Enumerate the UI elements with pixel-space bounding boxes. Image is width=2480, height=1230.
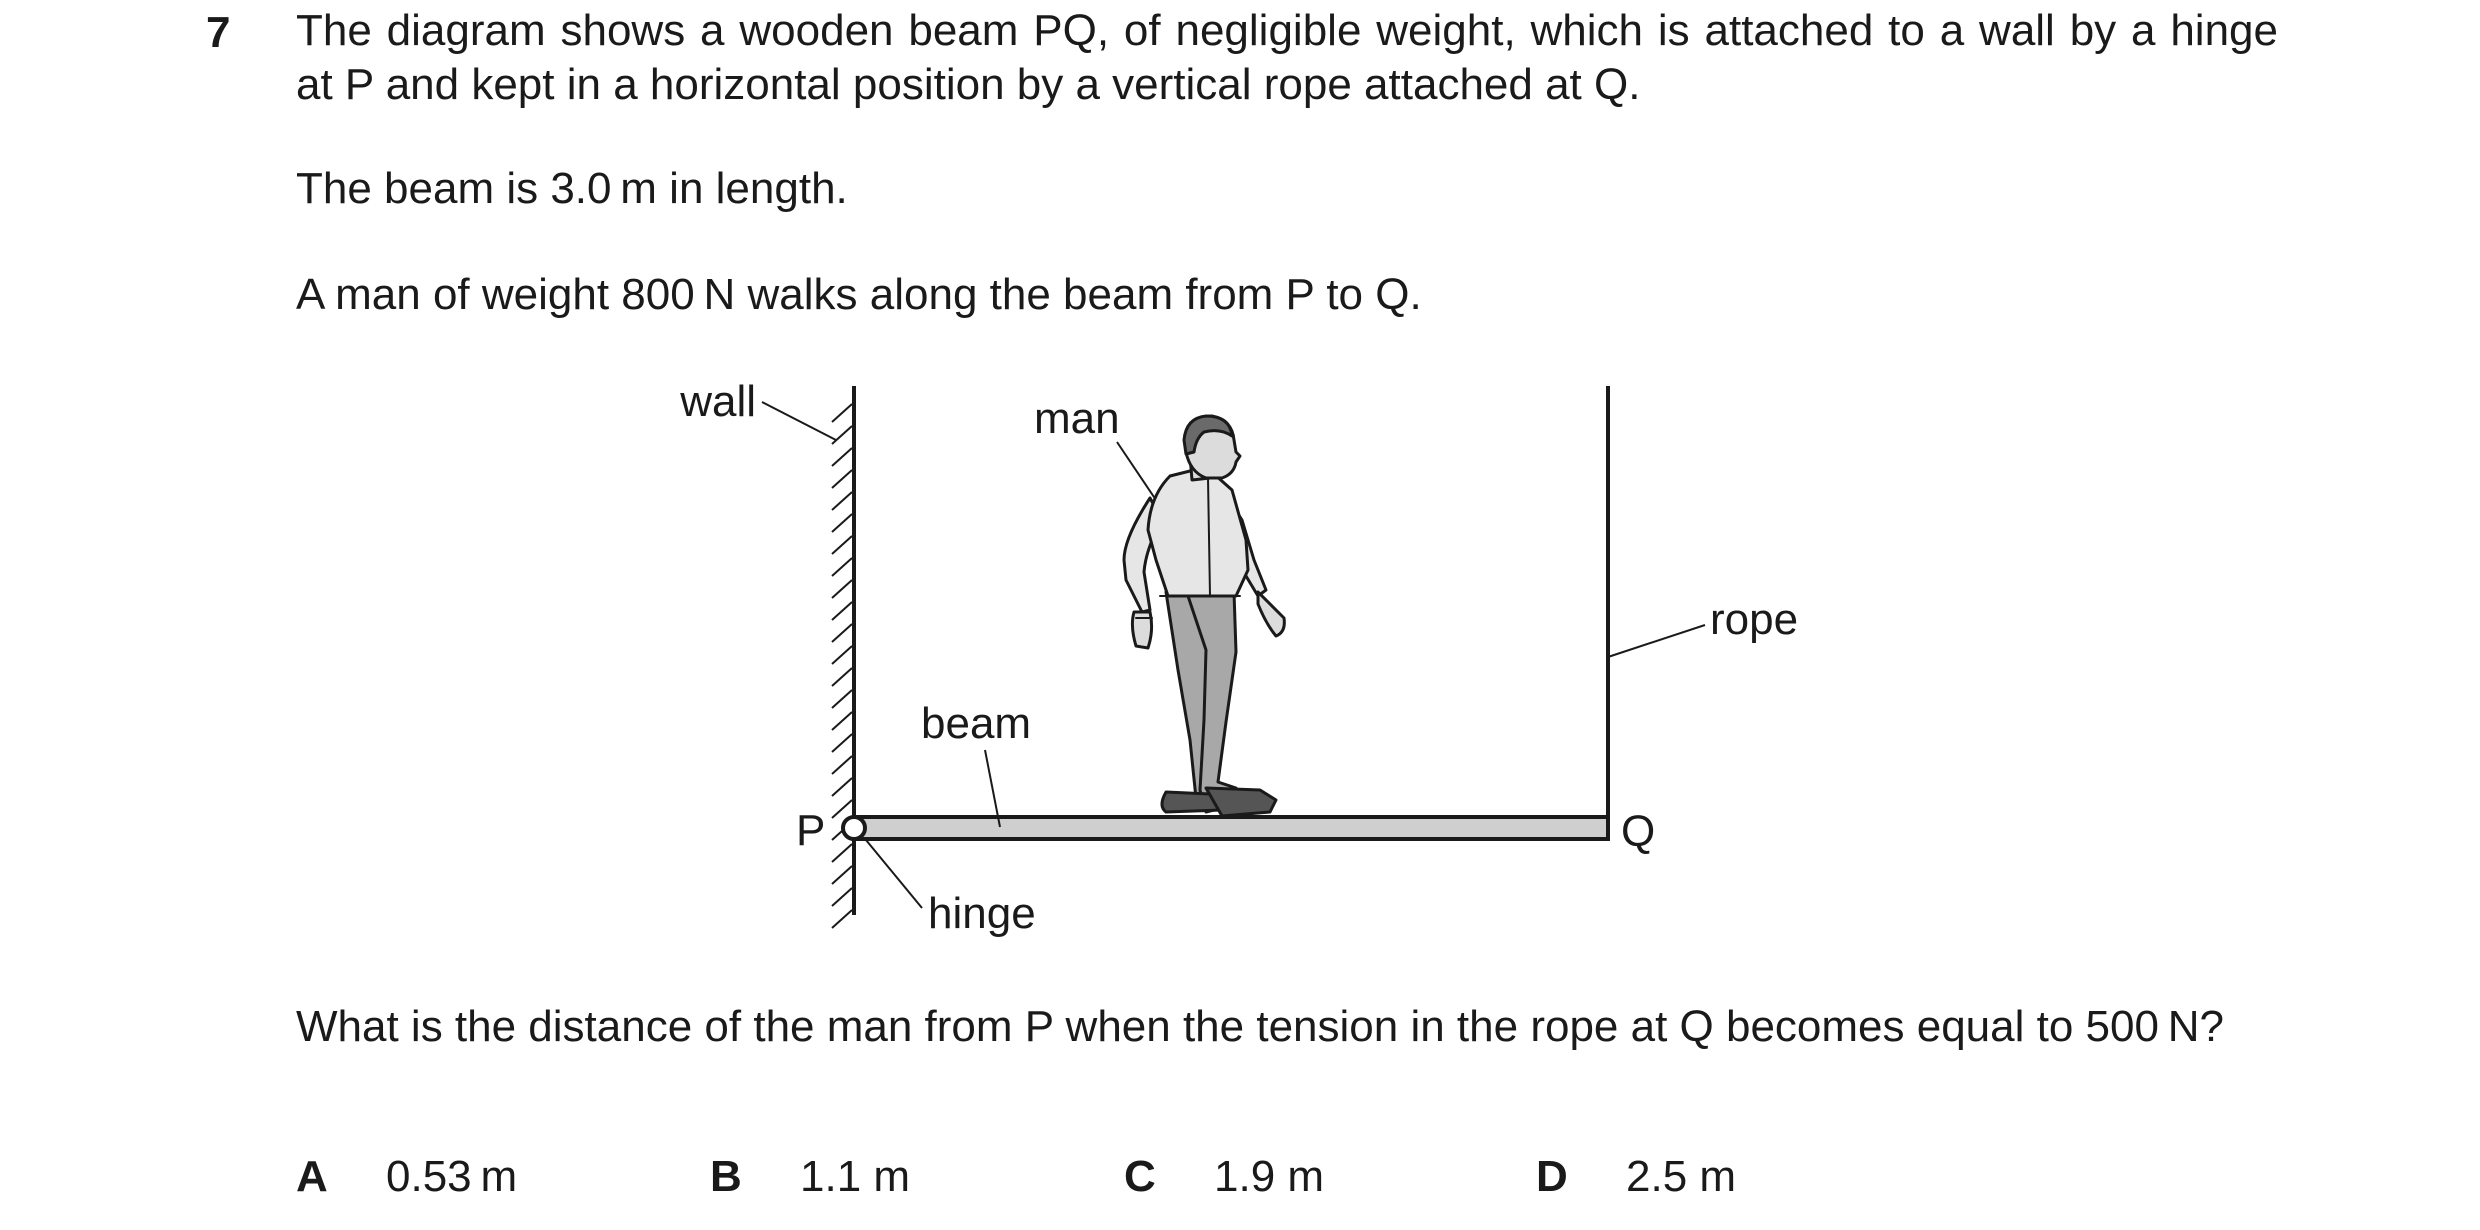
wall-hatch-mark — [832, 492, 852, 510]
option-a-letter: A — [296, 1152, 328, 1201]
wall-hatch-mark — [832, 866, 852, 884]
wall-hatch-mark — [832, 800, 852, 818]
option-b-letter: B — [710, 1152, 742, 1201]
wall-hatch-mark — [832, 888, 852, 906]
option-d[interactable] — [1536, 1150, 1737, 1204]
option-c-letter: C — [1124, 1152, 1156, 1201]
beam — [854, 817, 1608, 839]
wall-hatch-mark — [832, 470, 852, 488]
wall — [832, 386, 854, 928]
rope-label: rope — [1710, 595, 1799, 644]
rope-leader-line — [1608, 625, 1705, 657]
point-p-label: P — [796, 806, 826, 855]
hinge — [843, 817, 865, 839]
wall-hatch-mark — [832, 910, 852, 928]
hinge-leader-line — [866, 840, 922, 908]
option-b[interactable] — [710, 1150, 911, 1204]
wall-hatch-mark — [832, 778, 852, 796]
wall-label: wall — [680, 377, 756, 426]
man-leader-line — [1117, 442, 1158, 503]
wall-hatch-mark — [832, 602, 852, 620]
point-q-label: Q — [1621, 807, 1656, 856]
question-intro: The diagram shows a wooden beam PQ, of negligible weight, which is attached to a wall by a hinge at P and kept in a horizontal position by a vertical rope attached at Q. — [296, 6, 2278, 109]
man-weight-statement: A man of weight 800 N walks along the beam from P to Q. — [296, 270, 1422, 319]
wall-hatch-mark — [832, 734, 852, 752]
wall-hatch-mark — [832, 624, 852, 642]
option-c[interactable] — [1124, 1150, 1325, 1204]
wall-hatch-mark — [832, 844, 852, 862]
wall-hatch-mark — [832, 668, 852, 686]
beam-label: beam — [921, 699, 1032, 748]
option-b-value: 1.1 m — [800, 1152, 911, 1201]
wall-hatch-mark — [832, 558, 852, 576]
option-d-letter: D — [1536, 1152, 1568, 1201]
wall-hatch-mark — [832, 404, 852, 422]
wall-hatch-mark — [832, 580, 852, 598]
beam-length-statement: The beam is 3.0 m in length. — [296, 164, 848, 213]
wall-hatch-mark — [832, 536, 852, 554]
option-c-value: 1.9 m — [1214, 1152, 1325, 1201]
wall-hatch-mark — [832, 448, 852, 466]
wall-hatch-mark — [832, 690, 852, 708]
wall-hatch-mark — [832, 756, 852, 774]
option-a-value: 0.53 m — [386, 1152, 518, 1201]
option-a[interactable] — [296, 1150, 518, 1204]
wall-hatch-mark — [832, 514, 852, 532]
wall-hatch-mark — [832, 426, 852, 444]
hinge-label: hinge — [928, 889, 1036, 938]
wall-hatch-mark — [832, 646, 852, 664]
question-prompt: What is the distance of the man from P when the tension in the rope at Q becomes equal to 500 N? — [296, 1002, 2225, 1051]
option-d-value: 2.5 m — [1626, 1152, 1737, 1201]
question-number: 7 — [206, 8, 231, 57]
man-label: man — [1034, 394, 1120, 443]
wall-hatch-mark — [832, 712, 852, 730]
man-figure — [1124, 416, 1284, 816]
wall-leader-line — [762, 402, 836, 440]
